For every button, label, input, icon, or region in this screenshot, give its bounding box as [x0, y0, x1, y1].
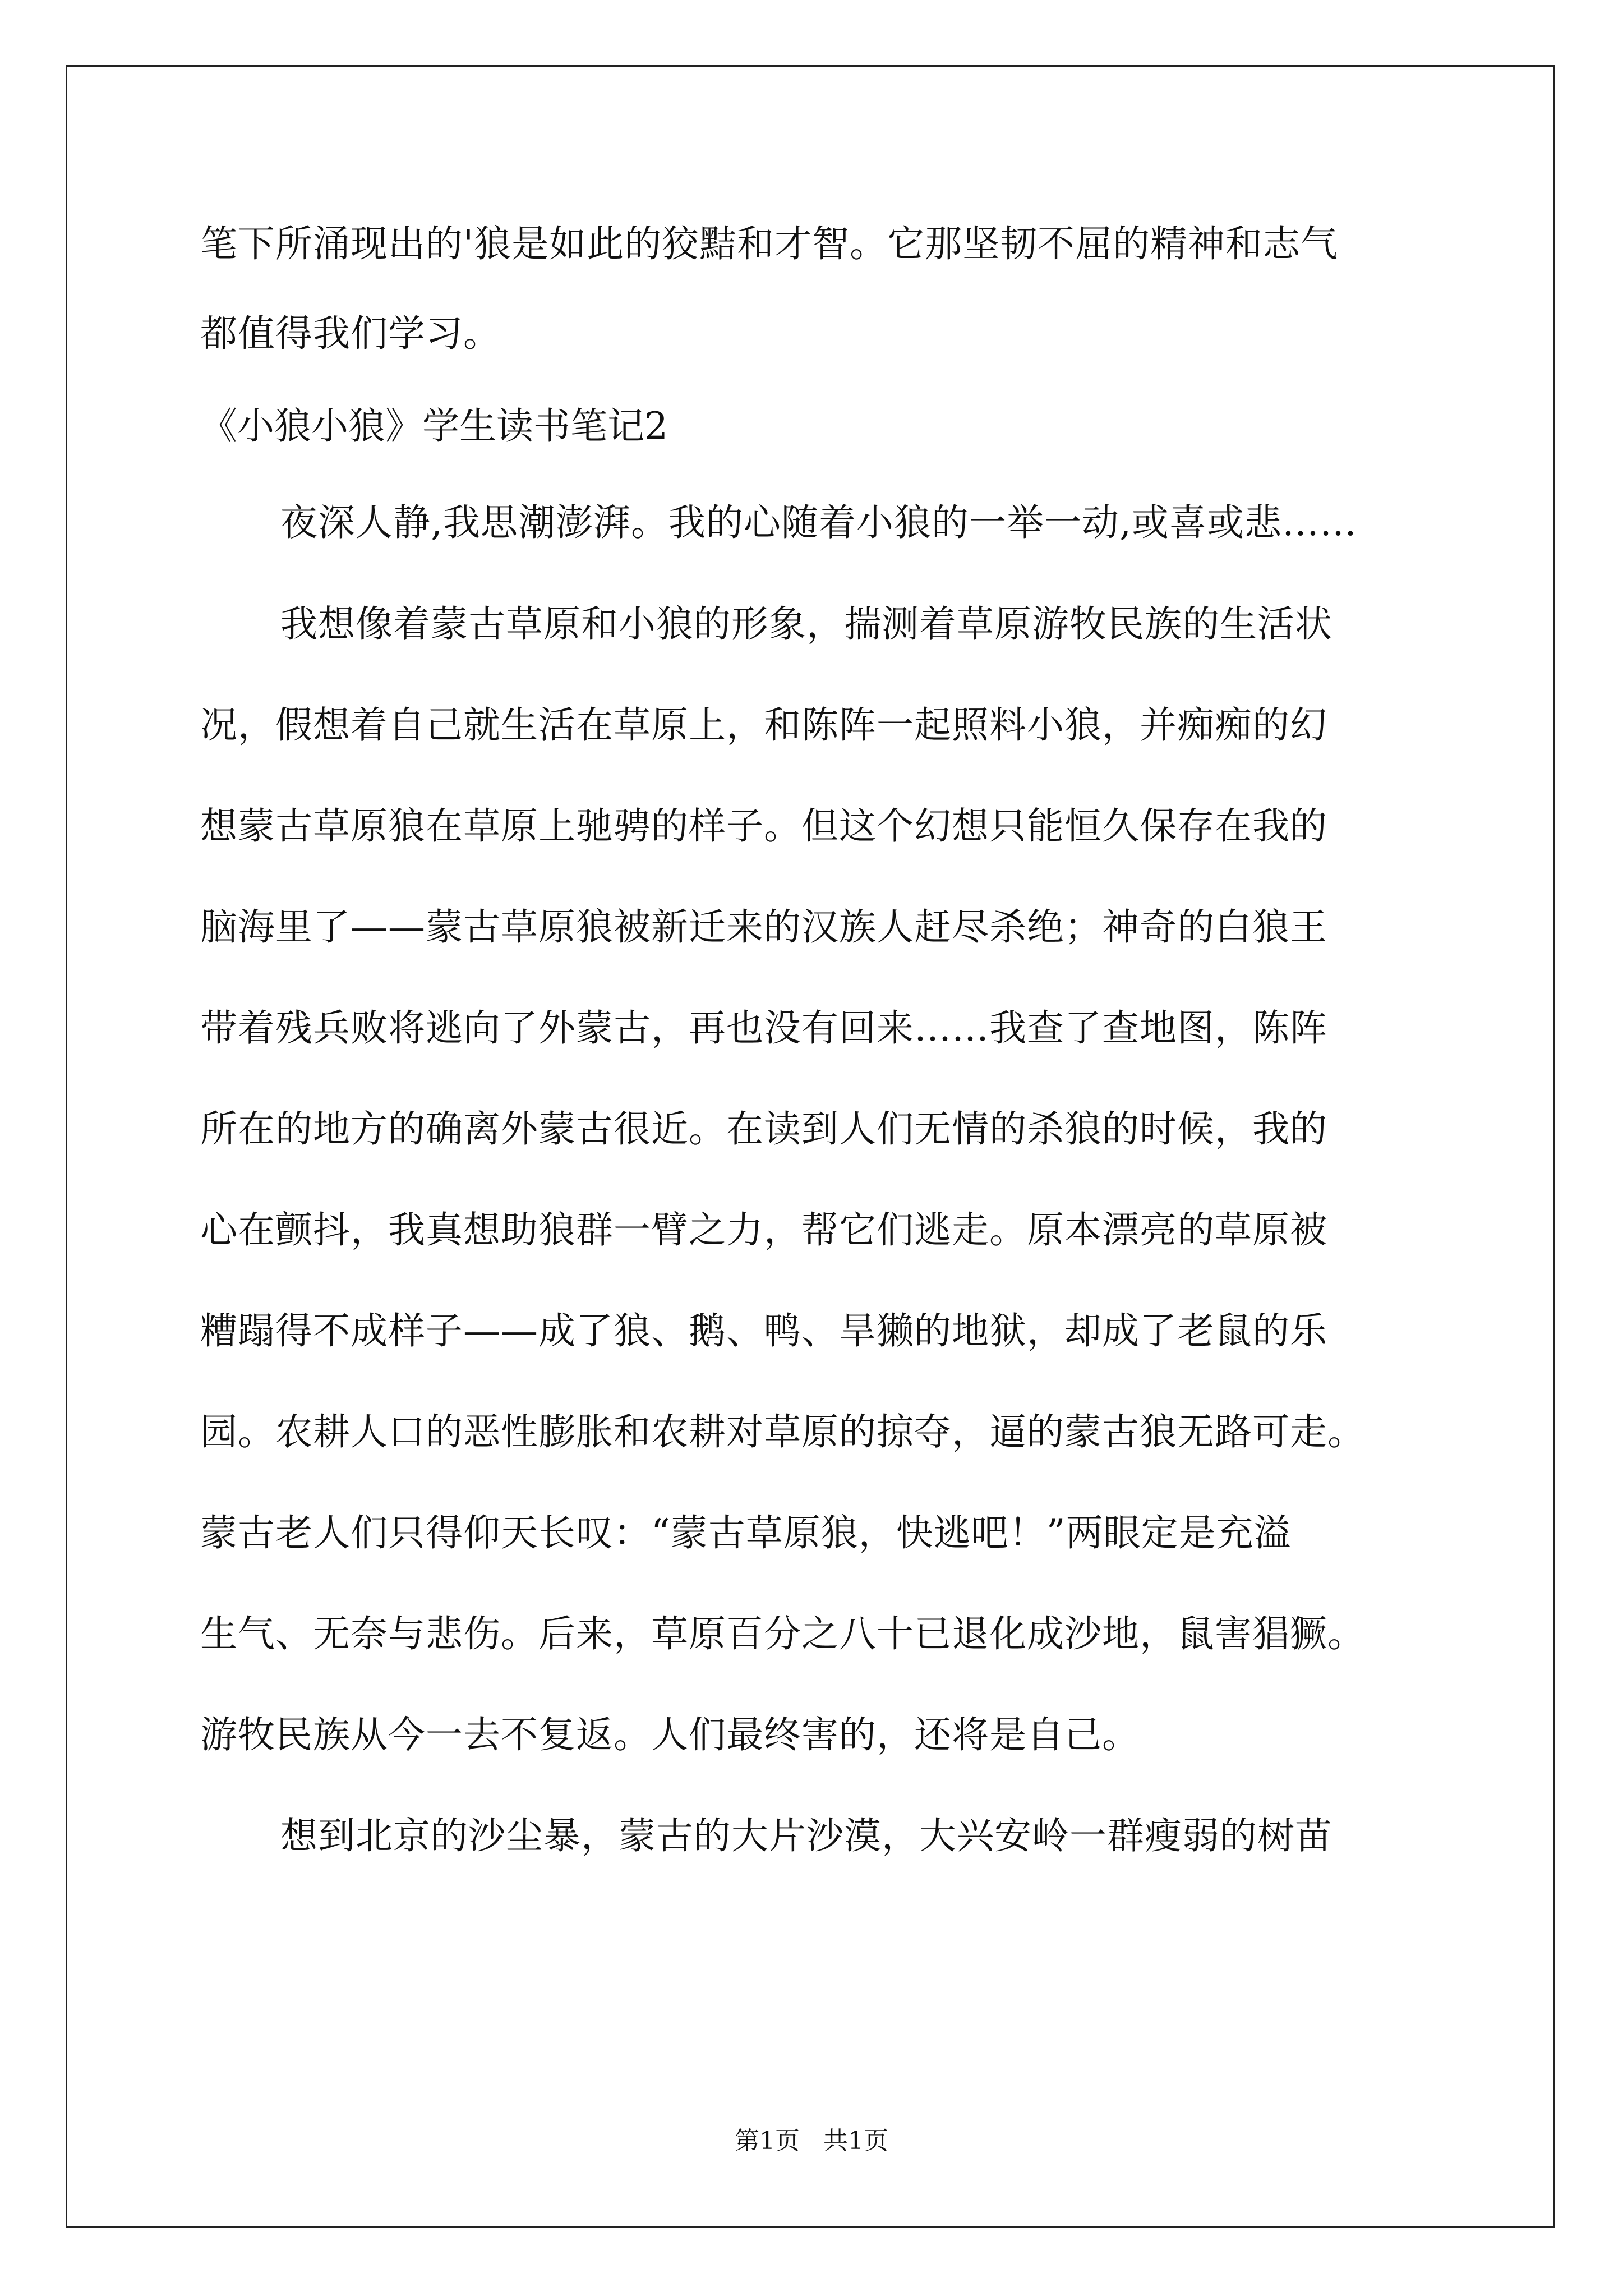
- text-line: 况，假想着自己就生活在草原上，和陈阵一起照料小狼，并痴痴的幻: [200, 703, 1327, 747]
- text-line: 都值得我们学习。: [200, 312, 501, 355]
- text-line: 糟蹋得不成样子——成了狼、鹅、鸭、旱獭的地狱，却成了老鼠的乐: [200, 1309, 1327, 1352]
- text-line: 蒙古老人们只得仰天长叹：“蒙古草原狼，快逃吧！”两眼定是充溢: [200, 1511, 1292, 1554]
- text-line: 我想像着蒙古草原和小狼的形象，揣测着草原游牧民族的生活状: [280, 602, 1332, 646]
- text-line: 游牧民族从今一去不复返。人们最终害的，还将是自己。: [200, 1713, 1140, 1756]
- text-line: 笔下所涌现出的'狼是如此的狡黠和才智。它那坚韧不屈的精神和志气: [200, 222, 1339, 265]
- text-line: 想到北京的沙尘暴，蒙古的大片沙漠，大兴安岭一群瘦弱的树苗: [280, 1814, 1332, 1857]
- text-line: 带着残兵败将逃向了外蒙古，再也没有回来……我查了查地图，陈阵: [200, 1006, 1327, 1050]
- text-line: 心在颤抖，我真想助狼群一臂之力，帮它们逃走。原本漂亮的草原被: [200, 1208, 1327, 1251]
- text-line: 脑海里了——蒙古草原狼被新迁来的汉族人赶尽杀绝；神奇的白狼王: [200, 905, 1327, 949]
- page-number-footer: 第1页 共1页: [735, 2127, 888, 2155]
- text-line: 想蒙古草原狼在草原上驰骋的样子。但这个幻想只能恒久保存在我的: [200, 804, 1327, 848]
- text-line: 所在的地方的确离外蒙古很近。在读到人们无情的杀狼的时候，我的: [200, 1107, 1327, 1151]
- text-line: 园。农耕人口的恶性膨胀和农耕对草原的掠夺，逼的蒙古狼无路可走。: [200, 1410, 1365, 1453]
- text-line: 夜深人静,我思潮澎湃。我的心随着小狼的一举一动,或喜或悲……: [280, 501, 1357, 544]
- section-title: 《小狼小狼》学生读书笔记2: [200, 404, 668, 448]
- text-line: 生气、无奈与悲伤。后来，草原百分之八十已退化成沙地，鼠害猖獗。: [200, 1612, 1365, 1655]
